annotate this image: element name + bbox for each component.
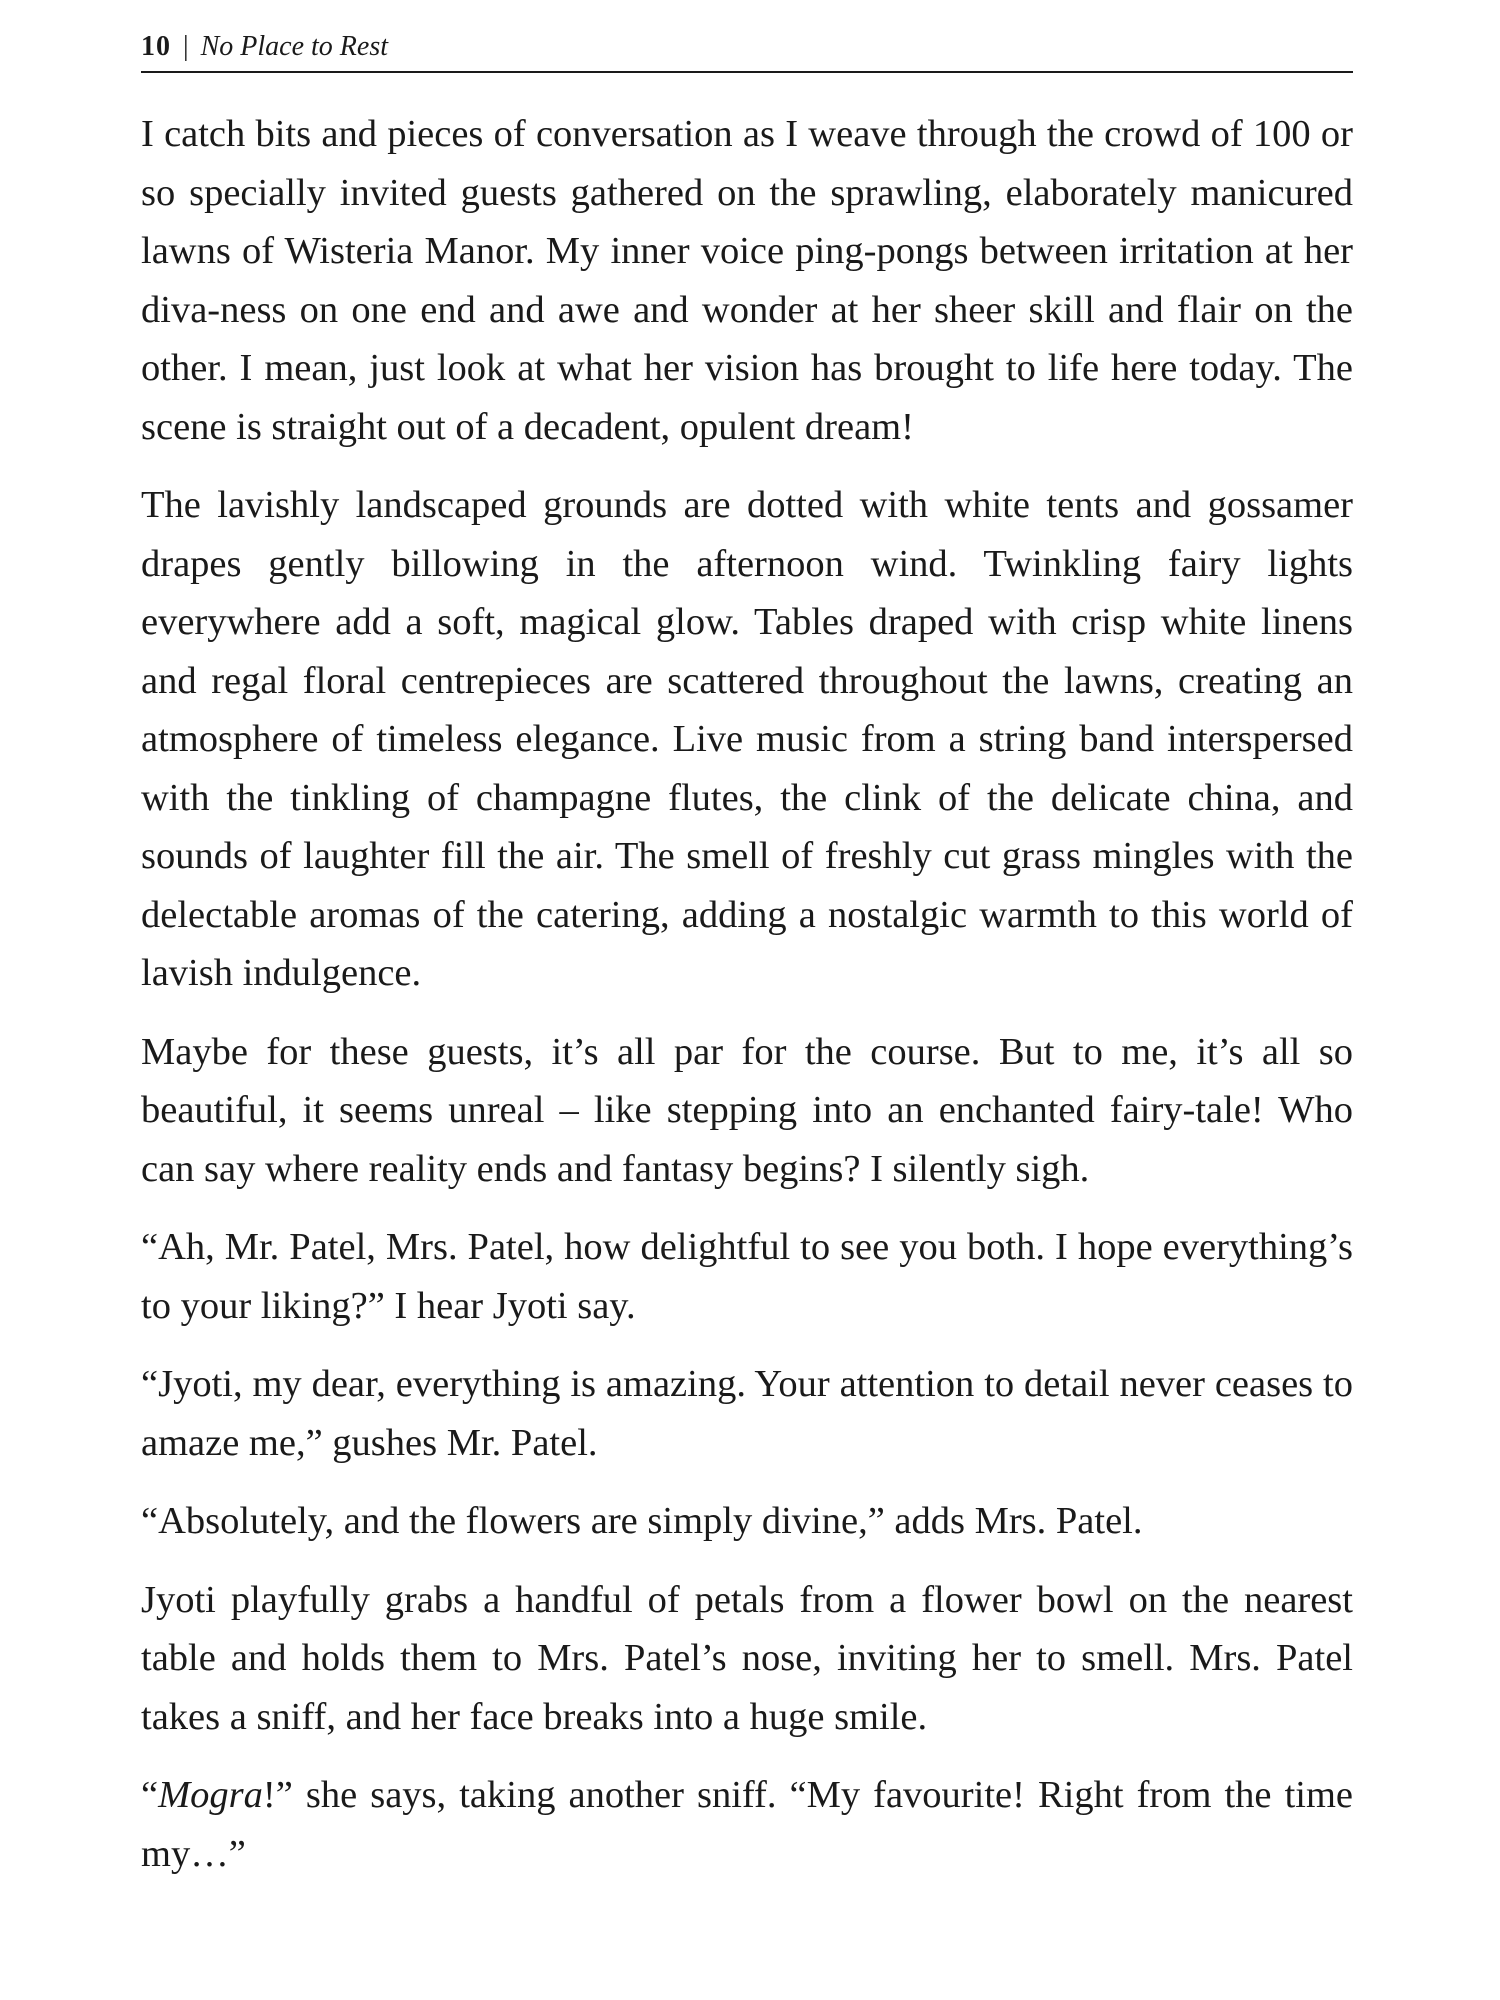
book-title: No Place to Rest (200, 31, 389, 62)
paragraph-3: Maybe for these guests, it’s all par for the course. But to me, it’s all so beautiful, it seems unreal – like stepping into an enchanted fairy-tale! Who can say where reality ends and fantasy begins? I silently sigh. (141, 1030, 1353, 1190)
paragraph-6: “Absolutely, and the flowers are simply divine,” adds Mrs. Patel. (141, 1500, 1143, 1542)
page-number: 10 (141, 31, 171, 62)
paragraph-8 (141, 1766, 1353, 1883)
body-text (141, 105, 1353, 1883)
italic-word-mogra: Mogra (158, 1774, 263, 1816)
book-page (141, 30, 1353, 1903)
open-quote: “ (141, 1774, 159, 1816)
paragraph-5: “Jyoti, my dear, everything is amazing. Your attention to detail never ceases to amaze me,” gushes Mr. Patel. (141, 1363, 1353, 1464)
running-header (141, 30, 1353, 73)
paragraph-1: I catch bits and pieces of conversation as I weave through the crowd of 100 or so specially invited guests gathered on the sprawling, elaborately manicured lawns of Wisteria Manor. My inner voice ping-pongs between irritation at her diva-ness on one end and awe and wonder at her sheer skill and flair on the other. I mean, just look at what her vision has brought to life here today. The scene is straight out of a decadent, opulent dream! (141, 113, 1353, 448)
paragraph-2: The lavishly landscaped grounds are dotted with white tents and gossamer drapes gently billowing in the afternoon wind. Twinkling fairy lights everywhere add a soft, magical glow. Tables draped with crisp white linens and regal floral centrepieces are scattered throughout the lawns, creating an atmosphere of timeless elegance. Live music from a string band interspersed with the tinkling of champagne flutes, the clink of the delicate china, and sounds of laughter fill the air. The smell of freshly cut grass mingles with the delectable aromas of the catering, adding a nostalgic warmth to this world of lavish indulgence. (141, 484, 1353, 994)
paragraph-4: “Ah, Mr. Patel, Mrs. Patel, how delightful to see you both. I hope everything’s to your liking?” I hear Jyoti say. (141, 1226, 1353, 1327)
paragraph-8-rest: !” she says, taking another sniff. “My favourite! Right from the time my…” (141, 1774, 1353, 1875)
header-separator: | (183, 31, 189, 62)
paragraph-7: Jyoti playfully grabs a handful of petals from a flower bowl on the nearest table and holds them to Mrs. Patel’s nose, inviting her to smell. Mrs. Patel takes a sniff, and her face breaks into a huge smile. (141, 1578, 1353, 1738)
